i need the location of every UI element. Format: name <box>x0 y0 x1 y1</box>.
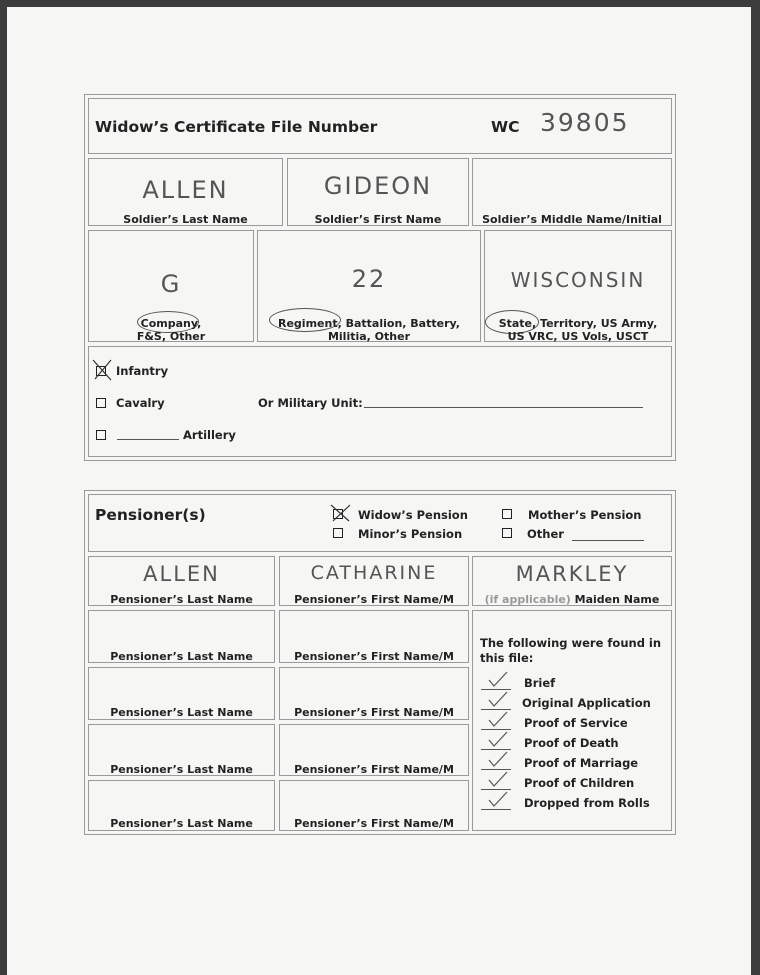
certificate-prefix: WC <box>491 118 520 136</box>
checkmark-icon <box>486 710 510 728</box>
checklist-item-label: Proof of Children <box>524 776 635 790</box>
pensioner-last-name-1: ALLEN <box>143 562 220 586</box>
artillery-label: Artillery <box>183 428 236 442</box>
regiment-label: Regiment, Battalion, Battery, Militia, Other <box>278 317 460 343</box>
pensioner-last-name-label-4: Pensioner’s Last Name <box>110 763 253 776</box>
pensioner-first-name-label-4: Pensioner’s First Name/M <box>294 763 454 776</box>
pensioner-last-name-label-2: Pensioner’s Last Name <box>110 650 253 663</box>
checklist-item-label: Proof of Service <box>524 716 628 730</box>
maiden-name-label: (if applicable) Maiden Name <box>484 593 660 606</box>
infantry-check-mark <box>91 358 113 382</box>
checkmark-icon <box>486 770 510 788</box>
infantry-label: Infantry <box>116 364 169 378</box>
artillery-blank-line <box>117 428 179 440</box>
checklist-item-label: Brief <box>524 676 556 690</box>
pensioner-first-name-label-3: Pensioner’s First Name/M <box>294 706 454 719</box>
other-pension-label: Other <box>527 527 564 541</box>
minor-pension-checkbox[interactable] <box>333 528 343 538</box>
other-pension-line <box>572 527 644 541</box>
checkmark-icon <box>486 670 510 688</box>
soldier-first-name: GIDEON <box>323 172 433 200</box>
state-label: State, Territory, US Army, US VRC, US Vols, USCT <box>498 317 658 343</box>
checklist-item-label: Proof of Death <box>524 736 619 750</box>
checklist-item-label: Original Application <box>522 696 651 710</box>
pensioner-first-name-1: CATHARINE <box>310 562 438 584</box>
pensioner-last-name-label-3: Pensioner’s Last Name <box>110 706 253 719</box>
found-in-file-heading: The following were found in this file: <box>480 636 662 665</box>
cavalry-checkbox[interactable] <box>96 398 106 408</box>
mother-pension-checkbox[interactable] <box>502 509 512 519</box>
regiment-value: 22 <box>351 265 387 293</box>
checkmark-icon <box>486 730 510 748</box>
cavalry-label: Cavalry <box>116 396 165 410</box>
pensioner-first-name-label-1: Pensioner’s First Name/M <box>294 593 454 606</box>
pensioner-first-name-label-2: Pensioner’s First Name/M <box>294 650 454 663</box>
checkmark-icon <box>486 750 510 768</box>
widow-pension-label: Widow’s Pension <box>358 508 468 522</box>
company-label: Company, F&S, Other <box>136 317 206 343</box>
company-value: G <box>160 270 182 298</box>
pensioner-last-name-label-5: Pensioner’s Last Name <box>110 817 253 830</box>
checklist-item-label: Dropped from Rolls <box>524 796 650 810</box>
artillery-checkbox[interactable] <box>96 430 106 440</box>
state-value: WISCONSIN <box>510 268 646 292</box>
checkmark-icon <box>486 690 510 708</box>
pensioner-last-name-label-1: Pensioner’s Last Name <box>110 593 253 606</box>
other-pension-checkbox[interactable] <box>502 528 512 538</box>
widow-pension-check-mark <box>329 503 353 523</box>
minor-pension-label: Minor’s Pension <box>358 527 463 541</box>
mother-pension-label: Mother’s Pension <box>528 508 642 522</box>
pensioner-first-name-label-5: Pensioner’s First Name/M <box>294 817 454 830</box>
soldier-last-name: ALLEN <box>142 176 229 204</box>
certificate-number: 39805 <box>540 108 630 137</box>
certificate-title: Widow’s Certificate File Number <box>95 118 378 136</box>
soldier-last-name-label: Soldier’s Last Name <box>123 213 248 226</box>
checklist-item-label: Proof of Marriage <box>524 756 639 770</box>
pensioner-title: Pensioner(s) <box>95 506 206 524</box>
soldier-middle-name-label: Soldier’s Middle Name/Initial <box>482 213 662 226</box>
checkmark-icon <box>486 790 510 808</box>
soldier-first-name-label: Soldier’s First Name <box>314 213 442 226</box>
maiden-name: MARKLEY <box>515 562 629 586</box>
military-unit-line <box>364 394 643 408</box>
military-unit-label: Or Military Unit: <box>258 396 363 410</box>
